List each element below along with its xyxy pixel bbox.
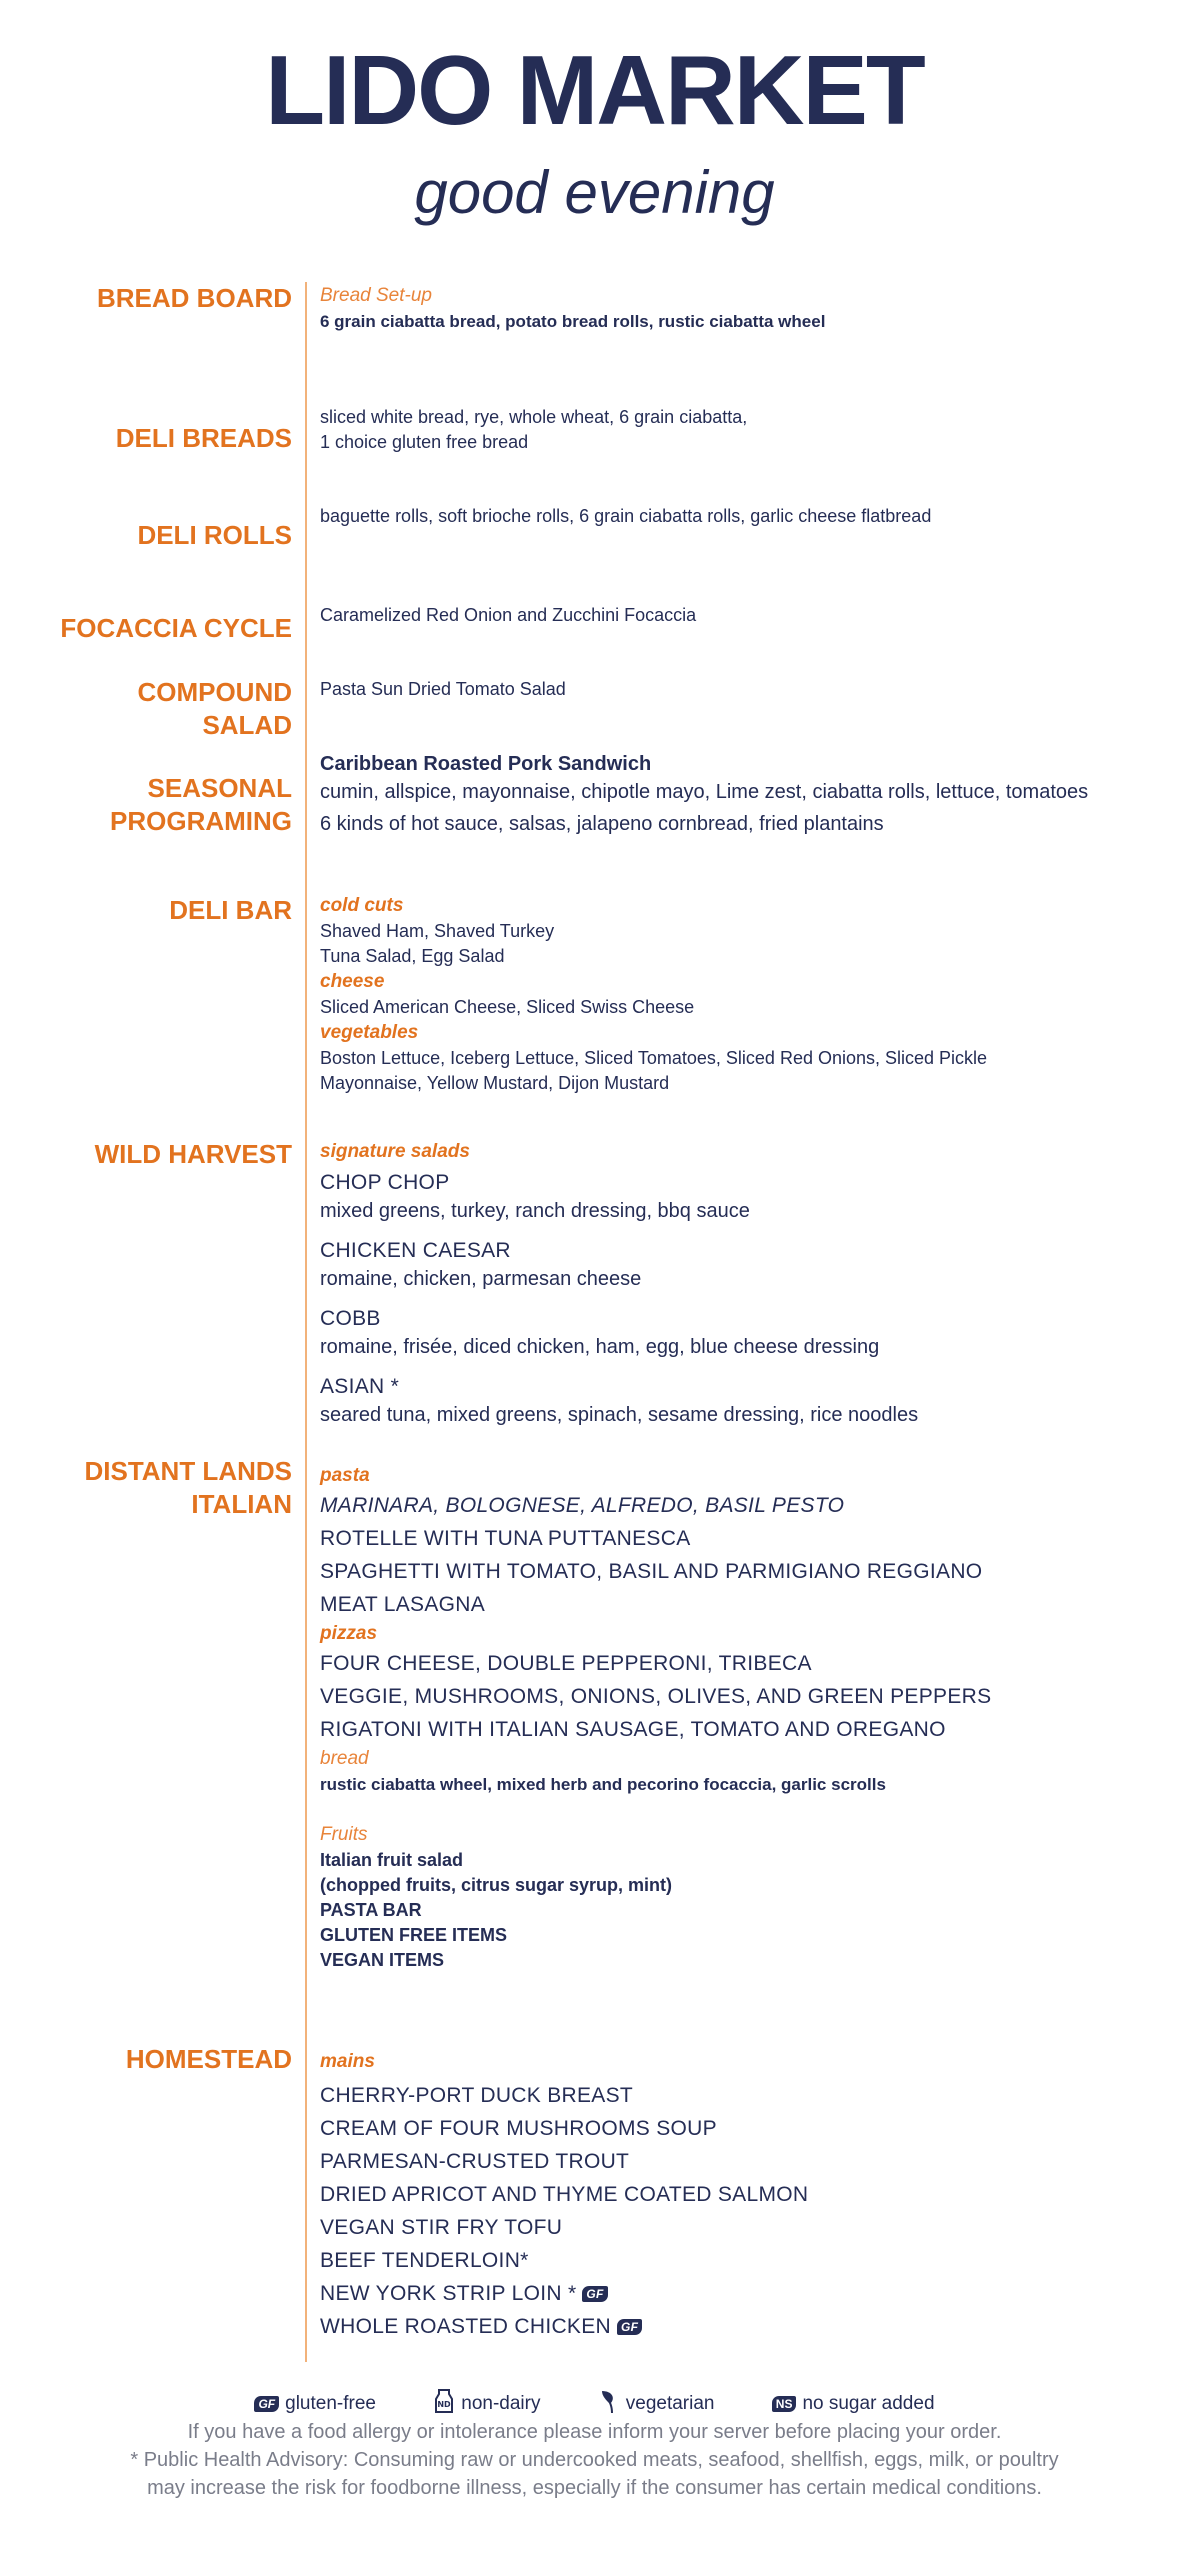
main-item-name: NEW YORK STRIP LOIN * <box>320 2282 577 2305</box>
subheading-vegetables: vegetables <box>320 1022 419 1043</box>
pasta-item: SPAGHETTI WITH TOMATO, BASIL AND PARMIGIANO REGGIANO <box>320 1560 983 1583</box>
section-bread-board <box>320 283 1140 335</box>
gluten-free-icon: GF <box>617 2319 642 2335</box>
legend-gluten-free-label: gluten-free <box>285 2393 376 2415</box>
seasonal-title: Caribbean Roasted Pork Sandwich <box>320 753 652 775</box>
salad-name: COBB <box>320 1307 381 1330</box>
subheading-fruits: Fruits <box>320 1824 368 1845</box>
compound-desc: Pasta Sun Dried Tomato Salad <box>320 679 566 699</box>
subheading-signature-salads: signature salads <box>320 1141 470 1162</box>
section-wild-harvest <box>320 1139 1140 1429</box>
salad-desc: seared tuna, mixed greens, spinach, sesame dressing, rice noodles <box>320 1404 919 1426</box>
distant-lands-label-line1: DISTANT LANDS <box>84 1456 292 1486</box>
section-divider-line <box>305 282 307 2362</box>
dietary-legend <box>0 2388 1189 2420</box>
page-subtitle: good evening <box>414 159 775 226</box>
section-label-homestead: HOMESTEAD <box>125 2044 292 2074</box>
legend-non-dairy-label: non-dairy <box>461 2393 541 2415</box>
section-label-focaccia: FOCACCIA CYCLE <box>60 613 292 643</box>
salad-name: CHICKEN CAESAR <box>320 1239 511 1262</box>
main-item: DRIED APRICOT AND THYME COATED SALMON <box>320 2183 809 2206</box>
subheading-pasta: pasta <box>320 1465 370 1486</box>
deli-bar-veg2: Mayonnaise, Yellow Mustard, Dijon Mustard <box>320 1073 670 1093</box>
section-homestead <box>320 2049 1140 2343</box>
compound-label-line2: SALAD <box>202 710 292 740</box>
deli-bar-veg1: Boston Lettuce, Iceberg Lettuce, Sliced Tomatoes, Sliced Red Onions, Sliced Pickle <box>320 1048 988 1068</box>
fruit-item: GLUTEN FREE ITEMS <box>320 1925 508 1945</box>
salad-desc: romaine, chicken, parmesan cheese <box>320 1268 642 1290</box>
legend-no-sugar-label: no sugar added <box>802 2393 935 2415</box>
main-item: PARMESAN-CRUSTED TROUT <box>320 2150 630 2173</box>
non-dairy-icon-text: ND <box>437 2400 451 2409</box>
subheading-cheese: cheese <box>320 971 385 992</box>
main-item: VEGAN STIR FRY TOFU <box>320 2216 563 2239</box>
section-label-distant-lands <box>84 1455 292 1521</box>
subheading-cold-cuts: cold cuts <box>320 895 404 916</box>
section-label-deli-breads: DELI BREADS <box>115 423 292 453</box>
salad-desc: romaine, frisée, diced chicken, ham, egg, blue cheese dressing <box>320 1336 880 1358</box>
pizza-item: VEGGIE, MUSHROOMS, ONIONS, OLIVES, AND GREEN PEPPERS <box>320 1685 992 1708</box>
legend-no-sugar <box>772 2393 935 2415</box>
section-label-bread-board: BREAD BOARD <box>97 283 292 313</box>
footer-allergy-note: If you have a food allergy or intolerance please inform your server before placing your order. <box>187 2421 1002 2443</box>
legend-vegetarian <box>598 2388 715 2420</box>
non-dairy-icon <box>433 2388 455 2420</box>
deli-breads-line2: 1 choice gluten free bread <box>320 432 529 452</box>
section-compound-salad <box>320 677 1140 702</box>
bread-board-desc: 6 grain ciabatta bread, potato bread rolls, rustic ciabatta wheel <box>320 312 826 331</box>
section-label-wild-harvest: WILD HARVEST <box>94 1139 292 1169</box>
legend-non-dairy <box>433 2388 540 2420</box>
fruit-item: VEGAN ITEMS <box>320 1950 445 1970</box>
distant-lands-label-line2: ITALIAN <box>191 1489 292 1519</box>
fruit-item: Italian fruit salad <box>320 1850 464 1870</box>
deli-bar-cold2: Tuna Salad, Egg Salad <box>320 946 505 966</box>
leaf-icon <box>598 2388 620 2420</box>
main-item-name: WHOLE ROASTED CHICKEN <box>320 2315 611 2338</box>
main-item-gf <box>320 2277 1140 2310</box>
main-item-gf <box>320 2310 1140 2343</box>
pizza-item: RIGATONI WITH ITALIAN SAUSAGE, TOMATO AND OREGANO <box>320 1718 946 1741</box>
salad-desc: mixed greens, turkey, ranch dressing, bbq sauce <box>320 1200 750 1222</box>
main-item: CREAM OF FOUR MUSHROOMS SOUP <box>320 2117 717 2140</box>
section-seasonal <box>320 750 1140 838</box>
italian-bread-desc: rustic ciabatta wheel, mixed herb and pecorino focaccia, garlic scrolls <box>320 1775 886 1794</box>
section-label-seasonal <box>110 772 292 838</box>
fruit-item: PASTA BAR <box>320 1900 422 1920</box>
salad-name: ASIAN * <box>320 1375 400 1398</box>
no-sugar-icon: NS <box>772 2396 797 2412</box>
section-distant-lands <box>320 1463 1140 1973</box>
main-item: CHERRY-PORT DUCK BREAST <box>320 2084 634 2107</box>
salad-name: CHOP CHOP <box>320 1171 450 1194</box>
compound-label-line1: COMPOUND <box>137 677 292 707</box>
fruit-item: (chopped fruits, citrus sugar syrup, mint) <box>320 1875 673 1895</box>
legend-vegetarian-label: vegetarian <box>625 2393 715 2415</box>
subheading-bread: bread <box>320 1748 369 1769</box>
focaccia-desc: Caramelized Red Onion and Zucchini Focaccia <box>320 605 697 625</box>
section-deli-rolls <box>320 504 1140 529</box>
deli-bar-cold1: Shaved Ham, Shaved Turkey <box>320 921 555 941</box>
pasta-item: MARINARA, BOLOGNESE, ALFREDO, BASIL PESTO <box>320 1494 845 1517</box>
deli-bar-cheese1: Sliced American Cheese, Sliced Swiss Cheese <box>320 997 695 1017</box>
pasta-item: MEAT LASAGNA <box>320 1593 486 1616</box>
subheading-pizzas: pizzas <box>320 1623 378 1644</box>
page-title: LIDO MARKET <box>265 35 924 145</box>
footer-advisory <box>0 2418 1189 2502</box>
deli-breads-line1: sliced white bread, rye, whole wheat, 6 grain ciabatta, <box>320 407 748 427</box>
section-focaccia <box>320 603 1140 628</box>
section-deli-breads <box>320 405 1140 455</box>
section-label-deli-rolls: DELI ROLLS <box>137 520 292 550</box>
section-label-compound-salad <box>137 676 292 742</box>
section-label-deli-bar: DELI BAR <box>169 895 292 925</box>
footer-health-advisory-1: * Public Health Advisory: Consuming raw or undercooked meats, seafood, shellfish, eggs, milk, or poultry <box>130 2449 1059 2471</box>
seasonal-extra: 6 kinds of hot sauce, salsas, jalapeno cornbread, fried plantains <box>320 813 884 835</box>
subheading-bread-setup: Bread Set-up <box>320 285 432 306</box>
section-deli-bar <box>320 893 1140 1096</box>
deli-rolls-desc: baguette rolls, soft brioche rolls, 6 grain ciabatta rolls, garlic cheese flatbread <box>320 506 932 526</box>
gluten-free-icon: GF <box>582 2286 607 2302</box>
pizza-item: FOUR CHEESE, DOUBLE PEPPERONI, TRIBECA <box>320 1652 812 1675</box>
pasta-item: ROTELLE WITH TUNA PUTTANESCA <box>320 1527 691 1550</box>
subheading-mains: mains <box>320 2051 375 2072</box>
seasonal-desc: cumin, allspice, mayonnaise, chipotle mayo, Lime zest, ciabatta rolls, lettuce, tomatoes <box>320 781 1089 803</box>
legend-gluten-free <box>254 2393 376 2415</box>
main-item: BEEF TENDERLOIN* <box>320 2249 529 2272</box>
gluten-free-icon: GF <box>254 2396 279 2412</box>
seasonal-label-line1: SEASONAL <box>147 773 292 803</box>
footer-health-advisory-2: may increase the risk for foodborne illness, especially if the consumer has certain medical conditions. <box>147 2477 1042 2499</box>
seasonal-label-line2: PROGRAMING <box>110 806 292 836</box>
